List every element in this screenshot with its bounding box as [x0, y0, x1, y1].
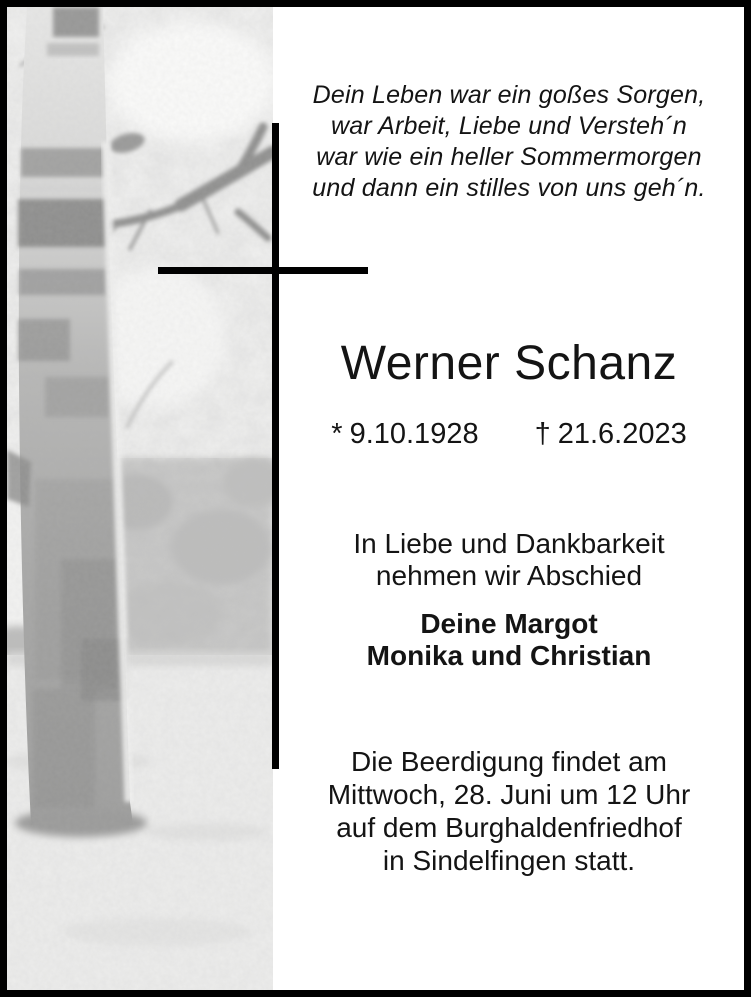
funeral-line: Die Beerdigung findet am: [351, 746, 667, 777]
funeral-line: Mittwoch, 28. Juni um 12 Uhr: [327, 779, 691, 810]
cross-symbol-horizontal-bar: [158, 267, 368, 274]
farewell-line: nehmen wir Abschied: [375, 560, 643, 591]
cross-symbol-vertical-bar: [272, 123, 279, 769]
funeral-line: auf dem Burghaldenfriedhof: [336, 812, 682, 843]
epitaph-poem: [273, 80, 745, 204]
death-date-value: 21.6.2023: [557, 418, 687, 450]
birth-date: [331, 419, 478, 449]
mourner-line: Deine Margot: [420, 608, 598, 639]
birch-tree-photo: [7, 7, 273, 990]
mourner-line: Monika und Christian: [366, 640, 652, 671]
poem-line: und dann ein stilles von uns geh´n.: [312, 174, 706, 202]
birth-star-symbol: *: [331, 418, 343, 450]
death-cross-symbol: †: [534, 418, 551, 450]
death-date: [535, 419, 687, 449]
poem-line: war Arbeit, Liebe und Versteh´n: [331, 112, 687, 140]
deceased-name: Werner Schanz: [340, 337, 678, 390]
funeral-details: [273, 745, 745, 877]
farewell-line: In Liebe und Dankbarkeit: [353, 528, 665, 559]
funeral-line: in Sindelfingen statt.: [382, 845, 636, 876]
poem-line: war wie ein heller Sommermorgen: [316, 143, 702, 171]
birth-date-value: 9.10.1928: [349, 418, 479, 450]
life-dates: [273, 419, 745, 449]
poem-line: Dein Leben war ein goßes Sorgen,: [312, 81, 706, 109]
farewell-text: [273, 528, 745, 592]
mourners-names: [273, 608, 745, 672]
